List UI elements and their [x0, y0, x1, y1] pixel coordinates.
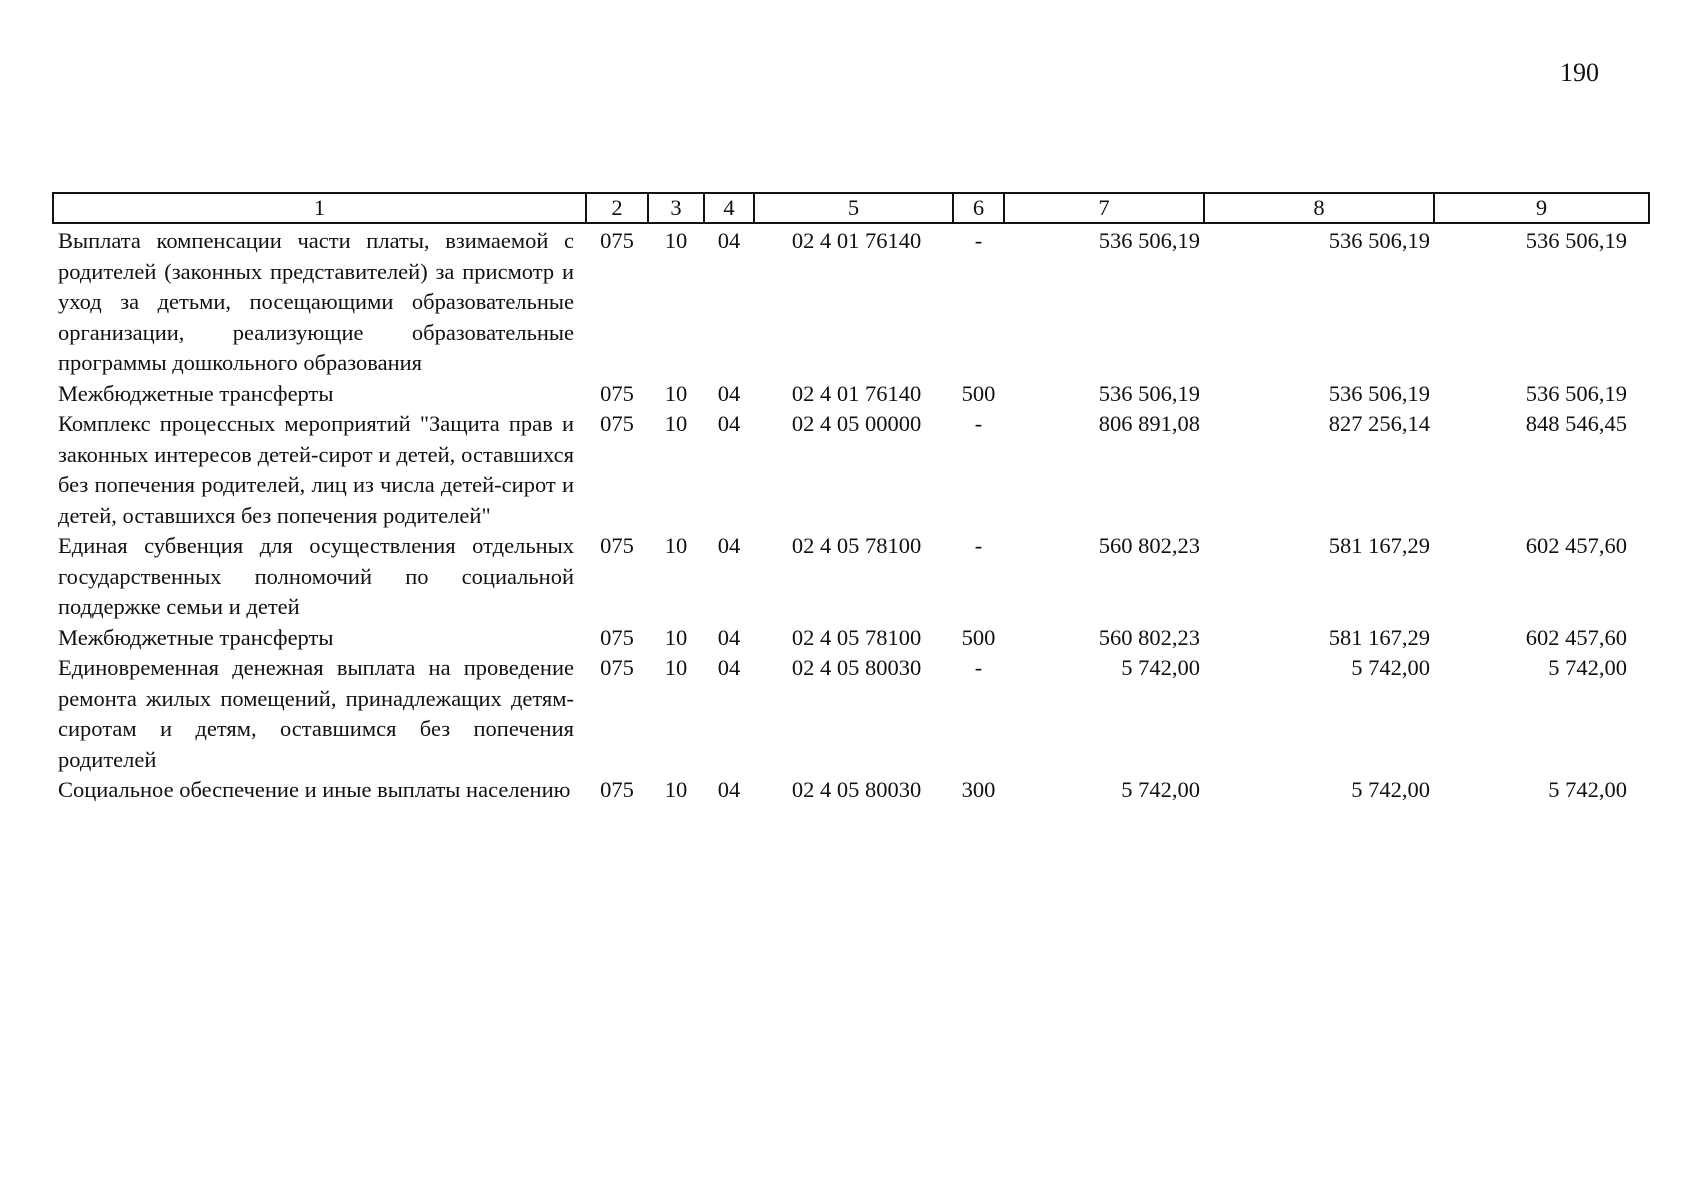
row-name: Социальное обеспечение и иные выплаты населению [58, 777, 571, 802]
row-amount-9: 848 546,45 [1525, 411, 1627, 436]
row-code-5: 02 4 05 80030 [791, 655, 922, 680]
table-row [53, 775, 1649, 806]
row-amount-9: 536 506,19 [1525, 380, 1627, 406]
row-name: Выплата компенсации части платы, взимаемой с родителей (законных представителей) за присмотр и уход за детьми, посещающими образовательные организации, реализующие образовательные программы дошкольного образования [58, 228, 574, 375]
row-amount-7: 536 506,19 [1098, 380, 1200, 406]
row-code-6: 300 [961, 777, 996, 802]
row-code-2: 075 [600, 533, 634, 558]
row-code-6: - [974, 655, 983, 680]
budget-table [52, 192, 1650, 806]
row-code-4: 04 [717, 411, 741, 436]
row-code-5: 02 4 05 80030 [791, 777, 922, 802]
row-code-2: 075 [600, 655, 634, 680]
row-amount-8: 581 167,29 [1328, 533, 1430, 558]
row-code-2: 075 [600, 380, 634, 406]
row-amount-7: 560 802,23 [1098, 533, 1200, 558]
row-code-6: - [974, 533, 983, 558]
row-code-4: 04 [717, 655, 741, 680]
row-code-3: 10 [664, 624, 688, 650]
header-col-3: 3 [648, 193, 704, 223]
row-amount-8: 536 506,19 [1328, 228, 1430, 253]
row-code-2: 075 [600, 777, 634, 802]
header-col-5: 5 [754, 193, 953, 223]
row-amount-7: 536 506,19 [1098, 228, 1200, 253]
table-row [53, 409, 1649, 531]
row-amount-9: 5 742,00 [1548, 777, 1627, 802]
row-amount-7: 806 891,08 [1098, 411, 1200, 436]
row-amount-8: 827 256,14 [1328, 411, 1430, 436]
header-col-9: 9 [1434, 193, 1649, 223]
header-col-2: 2 [586, 193, 648, 223]
table-row [53, 379, 1649, 410]
row-name: Единая субвенция для осуществления отдельных государственных полномочий по социальной поддержке семьи и детей [58, 533, 574, 619]
row-name: Комплекс процессных мероприятий "Защита прав и законных интересов детей-сирот и детей, оставшихся без попечения родителей, лиц из числа детей-сирот и детей, оставшихся без попечения родителей" [58, 411, 574, 528]
row-code-2: 075 [600, 228, 634, 253]
header-col-7: 7 [1004, 193, 1204, 223]
row-code-3: 10 [664, 655, 688, 680]
row-code-4: 04 [717, 624, 741, 650]
page-number: 190 [1560, 58, 1599, 87]
row-amount-8: 5 742,00 [1351, 777, 1430, 802]
row-code-5: 02 4 05 78100 [791, 624, 922, 650]
row-code-5: 02 4 01 76140 [791, 380, 922, 406]
row-code-2: 075 [600, 411, 634, 436]
row-code-2: 075 [600, 624, 634, 650]
table-row [53, 653, 1649, 775]
row-code-6: 500 [961, 380, 996, 406]
header-col-1: 1 [53, 193, 586, 223]
header-col-4: 4 [704, 193, 754, 223]
row-code-3: 10 [664, 228, 688, 253]
row-code-5: 02 4 01 76140 [791, 228, 922, 253]
header-col-6: 6 [953, 193, 1004, 223]
row-amount-9: 5 742,00 [1548, 655, 1627, 680]
row-amount-8: 581 167,29 [1328, 624, 1430, 650]
row-amount-9: 602 457,60 [1525, 533, 1627, 558]
row-code-3: 10 [664, 411, 688, 436]
row-code-3: 10 [664, 777, 688, 802]
row-name: Единовременная денежная выплата на проведение ремонта жилых помещений, принадлежащих детям-сиротам и детям, оставшимся без попечения родителей [58, 655, 574, 772]
row-code-5: 02 4 05 00000 [791, 411, 922, 436]
header-col-8: 8 [1204, 193, 1434, 223]
row-amount-8: 5 742,00 [1351, 655, 1430, 680]
row-amount-7: 560 802,23 [1098, 624, 1200, 650]
row-amount-8: 536 506,19 [1328, 380, 1430, 406]
row-code-5: 02 4 05 78100 [791, 533, 922, 558]
row-amount-9: 536 506,19 [1525, 228, 1627, 253]
table-row [53, 623, 1649, 654]
row-name: Межбюджетные трансферты [58, 624, 334, 650]
row-code-6: - [974, 411, 983, 436]
row-name: Межбюджетные трансферты [58, 380, 334, 406]
row-code-4: 04 [717, 380, 741, 406]
row-code-3: 10 [664, 533, 688, 558]
row-code-4: 04 [717, 777, 741, 802]
table-row [53, 223, 1649, 379]
row-amount-7: 5 742,00 [1121, 777, 1200, 802]
row-amount-9: 602 457,60 [1525, 624, 1627, 650]
row-amount-7: 5 742,00 [1121, 655, 1200, 680]
row-code-6: - [974, 228, 983, 253]
table-row [53, 531, 1649, 623]
row-code-3: 10 [664, 380, 688, 406]
row-code-4: 04 [717, 228, 741, 253]
row-code-4: 04 [717, 533, 741, 558]
row-code-6: 500 [961, 624, 996, 650]
header-row [53, 193, 1649, 223]
